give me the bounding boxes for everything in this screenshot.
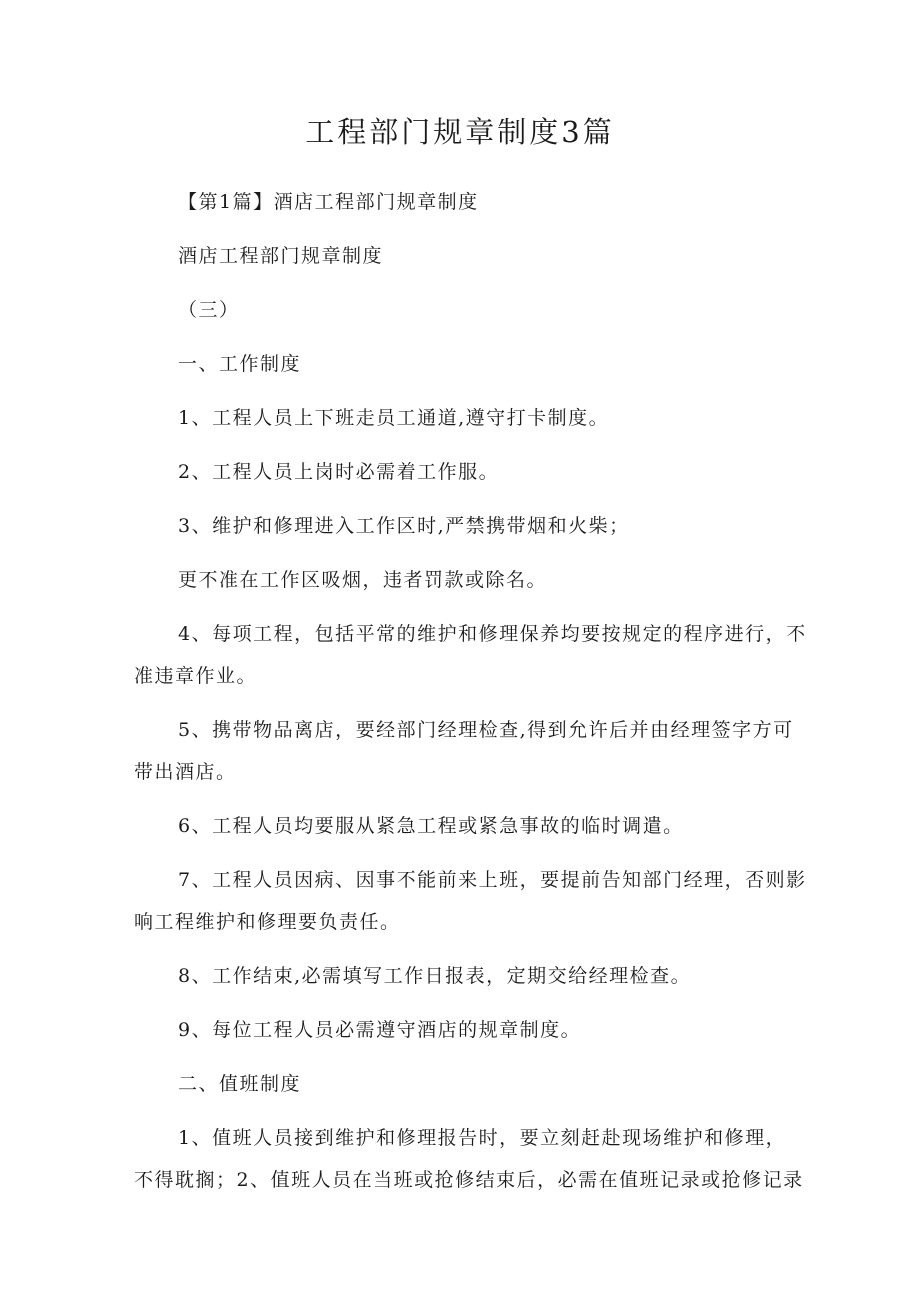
duty-paragraph-1-wrap: 不得耽搁；2、值班人员在当班或抢修结束后，必需在值班记录或抢修记录	[134, 1169, 804, 1191]
paragraph-8: 8、工作结束,必需填写工作日报表，定期交给经理检查。	[178, 965, 692, 987]
paragraph-2: 2、工程人员上岗时必需着工作服。	[178, 461, 500, 483]
heading-duty-rules: 二、值班制度	[178, 1073, 302, 1095]
subsection-number: （三）	[178, 299, 240, 321]
paragraph-9: 9、每位工程人员必需遵守酒店的规章制度。	[178, 1019, 582, 1041]
paragraph-6: 6、工程人员均要服从紧急工程或紧急事故的临时调遣。	[178, 815, 684, 837]
paragraph-1: 1、工程人员上下班走员工通道,遵守打卡制度。	[178, 407, 610, 429]
paragraph-7-wrap: 响工程维护和修理要负责任。	[134, 911, 401, 933]
paragraph-3-continued: 更不准在工作区吸烟，违者罚款或除名。	[178, 569, 548, 591]
document-title: 工程部门规章制度3篇	[305, 115, 615, 149]
subtitle: 酒店工程部门规章制度	[178, 245, 384, 267]
paragraph-4-wrap: 准违章作业。	[134, 665, 258, 687]
heading-work-rules: 一、工作制度	[178, 353, 302, 375]
paragraph-5-wrap: 带出酒店。	[134, 761, 237, 783]
duty-paragraph-1: 1、值班人员接到维护和修理报告时，要立刻赶赴现场维护和修理，	[178, 1127, 787, 1149]
paragraph-7: 7、工程人员因病、因事不能前来上班，要提前告知部门经理，否则影	[178, 869, 807, 891]
section-heading-part1: 【第1篇】酒店工程部门规章制度	[178, 191, 479, 213]
paragraph-5: 5、携带物品离店，要经部门经理检查,得到允许后并由经理签字方可	[178, 719, 794, 741]
paragraph-3: 3、维护和修理进入工作区时,严禁携带烟和火柴；	[178, 515, 630, 537]
paragraph-4: 4、每项工程，包括平常的维护和修理保养均要按规定的程序进行，不	[178, 623, 807, 645]
